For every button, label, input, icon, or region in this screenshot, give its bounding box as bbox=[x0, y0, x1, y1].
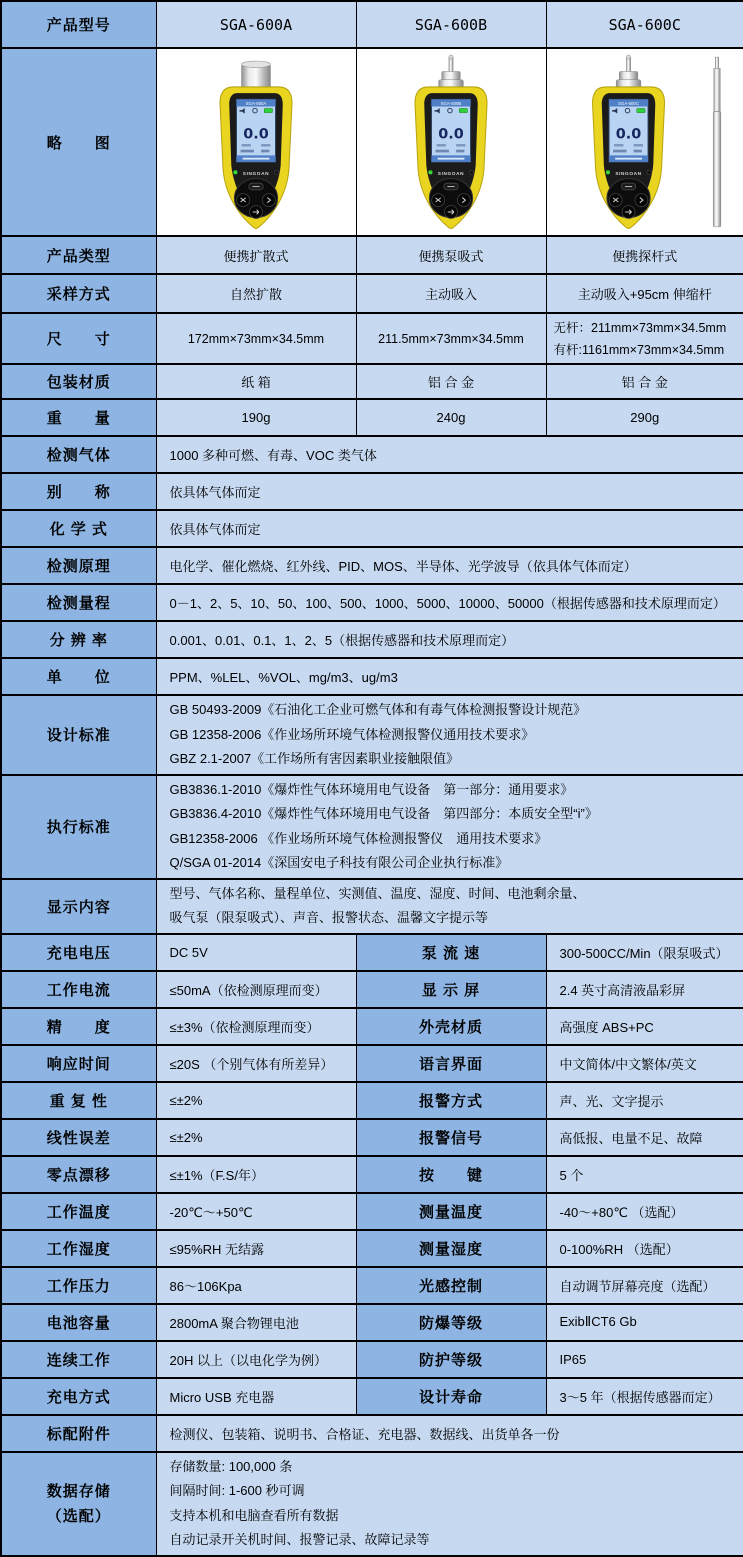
execution-standard-line: GB3836.1-2010《爆炸性气体环境用电气设备 第一部分：通用要求》 bbox=[169, 781, 574, 797]
spec-label-accuracy: 精 度 bbox=[1, 1008, 156, 1045]
design-standard-row bbox=[1, 695, 743, 775]
dimensions-c-line2: 有杆:1161mm×73mm×34.5mm bbox=[553, 342, 725, 357]
spec-label-alarm-signal: 报警信号 bbox=[356, 1119, 546, 1156]
data-storage-row bbox=[1, 1452, 743, 1556]
product-image-sga-600c bbox=[548, 54, 743, 231]
spec-value-zero-drift: ≤±1%（F.S/年） bbox=[156, 1156, 356, 1193]
spec-value-protection-grade: IP65 bbox=[546, 1341, 743, 1378]
paired-row-charging-voltage bbox=[1, 934, 743, 971]
paired-row-battery-capacity bbox=[1, 1304, 743, 1341]
spec-value-weight-b: 240g bbox=[356, 399, 546, 436]
sketch-cell-c bbox=[546, 48, 743, 236]
weight-row bbox=[1, 399, 743, 436]
paired-row-working-temperature bbox=[1, 1193, 743, 1230]
svg-text:SINGOAN: SINGOAN bbox=[615, 171, 642, 177]
paired-row-working-humidity bbox=[1, 1230, 743, 1267]
spec-label-weight: 重 量 bbox=[1, 399, 156, 436]
spec-label-repeatability: 重 复 性 bbox=[1, 1082, 156, 1119]
spec-value-measuring-humidity: 0-100%RH （选配） bbox=[546, 1230, 743, 1267]
spec-label-design-standard: 设计标准 bbox=[1, 695, 156, 775]
spec-value-shell-material: 高强度 ABS+PC bbox=[546, 1008, 743, 1045]
spec-value-detection-principle: 电化学、催化燃烧、红外线、PID、MOS、半导体、光学波导（依具体气体而定） bbox=[156, 547, 743, 584]
spec-value-pump-flow-rate: 300-500CC/Min（限泵吸式） bbox=[546, 934, 743, 971]
spec-label-data-storage bbox=[1, 1452, 156, 1556]
unit-row bbox=[1, 658, 743, 695]
svg-text:0.0: 0.0 bbox=[243, 125, 269, 142]
spec-label-working-pressure: 工作压力 bbox=[1, 1267, 156, 1304]
spec-value-buttons: 5 个 bbox=[546, 1156, 743, 1193]
spec-value-explosion-proof-grade: ExibⅡCT6 Gb bbox=[546, 1304, 743, 1341]
spec-value-working-temperature: -20℃～+50℃ bbox=[156, 1193, 356, 1230]
spec-label-display-screen: 显 示 屏 bbox=[356, 971, 546, 1008]
spec-value-alias: 依具体气体而定 bbox=[156, 473, 743, 510]
spec-label-working-humidity: 工作湿度 bbox=[1, 1230, 156, 1267]
sketch-row bbox=[1, 48, 743, 236]
spec-value-charging-voltage: DC 5V bbox=[156, 934, 356, 971]
svg-text:SGA-600C: SGA-600C bbox=[617, 100, 639, 106]
dimensions-row bbox=[1, 313, 743, 364]
spec-value-response-time: ≤20S （个别气体有所差异） bbox=[156, 1045, 356, 1082]
svg-text:SINGOAN: SINGOAN bbox=[437, 171, 465, 177]
sketch-cell-b bbox=[356, 48, 546, 236]
spec-label-detected-gas: 检测气体 bbox=[1, 436, 156, 473]
paired-row-accuracy bbox=[1, 1008, 743, 1045]
spec-value-chemical-formula: 依具体气体而定 bbox=[156, 510, 743, 547]
spec-label-linearity-error: 线性误差 bbox=[1, 1119, 156, 1156]
data-storage-line: 存储数量: 100,000 条 bbox=[169, 1458, 293, 1474]
spec-value-resolution: 0.001、0.01、0.1、1、2、5（根据传感器和技术原理而定） bbox=[156, 621, 743, 658]
spec-value-working-current: ≤50mA（依检测原理而变） bbox=[156, 971, 356, 1008]
svg-text:0.0: 0.0 bbox=[615, 125, 642, 142]
spec-label-battery-capacity: 电池容量 bbox=[1, 1304, 156, 1341]
detection-principle-row bbox=[1, 547, 743, 584]
data-storage-label-line2: （选配） bbox=[46, 1507, 111, 1525]
design-standard-line: GBZ 2.1-2007《工作场所有害因素职业接触限值》 bbox=[169, 751, 460, 766]
spec-value-sampling-b: 主动吸入 bbox=[356, 274, 546, 313]
execution-standard-line: GB3836.4-2010《爆炸性气体环境用电气设备 第四部分：本质安全型“i”》 bbox=[169, 806, 598, 821]
spec-label-resolution: 分 辨 率 bbox=[1, 621, 156, 658]
data-storage-line: 支持本机和电脑查看所有数据 bbox=[169, 1507, 339, 1523]
spec-value-execution-standard bbox=[156, 775, 743, 879]
paired-row-repeatability bbox=[1, 1082, 743, 1119]
spec-value-design-life: 3～5 年（根据传感器而定） bbox=[546, 1378, 743, 1415]
display-content-line: 型号、气体名称、量程单位、实测值、温度、湿度、时间、电池剩余量、 bbox=[169, 885, 586, 901]
spec-label-charging-method: 充电方式 bbox=[1, 1378, 156, 1415]
model-name-a: SGA-600A bbox=[156, 1, 356, 48]
spec-value-standard-accessories: 检测仪、包装箱、说明书、合格证、充电器、数据线、出货单各一份 bbox=[156, 1415, 743, 1452]
spec-value-product-type-b: 便携泵吸式 bbox=[356, 236, 546, 274]
spec-value-working-pressure: 86～106Kpa bbox=[156, 1267, 356, 1304]
display-content-row bbox=[1, 879, 743, 934]
paired-row-charging-method bbox=[1, 1378, 743, 1415]
spec-label-shell-material: 外壳材质 bbox=[356, 1008, 546, 1045]
spec-value-packaging-c: 铝 合 金 bbox=[546, 364, 743, 399]
execution-standard-line: Q/SGA 01-2014《深国安电子科技有限公司企业执行标准》 bbox=[169, 855, 509, 870]
svg-text:SINGOAN: SINGOAN bbox=[242, 171, 270, 177]
paired-row-continuous-working bbox=[1, 1341, 743, 1378]
data-storage-label-line1: 数据存储 bbox=[46, 1482, 111, 1500]
spec-label-measuring-temperature: 测量温度 bbox=[356, 1193, 546, 1230]
data-storage-line: 间隔时间: 1-600 秒可调 bbox=[169, 1483, 305, 1498]
paired-row-linearity-error bbox=[1, 1119, 743, 1156]
spec-value-design-standard bbox=[156, 695, 743, 775]
spec-value-repeatability: ≤±2% bbox=[156, 1082, 356, 1119]
spec-label-display-content: 显示内容 bbox=[1, 879, 156, 934]
spec-value-linearity-error: ≤±2% bbox=[156, 1119, 356, 1156]
spec-value-sampling-a: 自然扩散 bbox=[156, 274, 356, 313]
spec-value-dimensions-b: 211.5mm×73mm×34.5mm bbox=[356, 313, 546, 364]
alias-row bbox=[1, 473, 743, 510]
spec-label-product-model: 产品型号 bbox=[1, 1, 156, 48]
spec-value-data-storage bbox=[156, 1452, 743, 1556]
spec-value-continuous-working: 20H 以上（以电化学为例） bbox=[156, 1341, 356, 1378]
svg-text:SGA-600A: SGA-600A bbox=[245, 100, 267, 106]
display-content-line: 吸气泵（限泵吸式）、声音、报警状态、温馨文字提示等 bbox=[169, 910, 489, 925]
spec-value-sampling-c: 主动吸入+95cm 伸缩杆 bbox=[546, 274, 743, 313]
spec-value-product-type-a: 便携扩散式 bbox=[156, 236, 356, 274]
paired-row-working-current bbox=[1, 971, 743, 1008]
paired-row-response-time bbox=[1, 1045, 743, 1082]
spec-value-packaging-b: 铝 合 金 bbox=[356, 364, 546, 399]
chemical-formula-row bbox=[1, 510, 743, 547]
spec-value-battery-capacity: 2800mA 聚合物锂电池 bbox=[156, 1304, 356, 1341]
spec-label-language-ui: 语言界面 bbox=[356, 1045, 546, 1082]
spec-value-language-ui: 中文简体/中文繁体/英文 bbox=[546, 1045, 743, 1082]
spec-label-sketch: 略 图 bbox=[1, 48, 156, 236]
accessories-row bbox=[1, 1415, 743, 1452]
spec-value-measuring-temperature: -40～+80℃ （选配） bbox=[546, 1193, 743, 1230]
design-standard-line: GB 50493-2009《石油化工企业可燃气体和有毒气体检测报警设计规范》 bbox=[169, 702, 587, 717]
model-name-c: SGA-600C bbox=[546, 1, 743, 48]
spec-label-chemical-formula: 化 学 式 bbox=[1, 510, 156, 547]
spec-label-alias: 别 称 bbox=[1, 473, 156, 510]
spec-label-explosion-proof-grade: 防爆等级 bbox=[356, 1304, 546, 1341]
spec-label-execution-standard: 执行标准 bbox=[1, 775, 156, 879]
spec-label-measuring-humidity: 测量湿度 bbox=[356, 1230, 546, 1267]
spec-label-working-temperature: 工作温度 bbox=[1, 1193, 156, 1230]
spec-value-alarm-mode: 声、光、文字提示 bbox=[546, 1082, 743, 1119]
design-standard-line: GB 12358-2006《作业场所环境气体检测报警仪通用技术要求》 bbox=[169, 726, 535, 742]
dimensions-c-line1: 无杆：211mm×73mm×34.5mm bbox=[553, 320, 727, 335]
spec-label-protection-grade: 防护等级 bbox=[356, 1341, 546, 1378]
paired-row-zero-drift bbox=[1, 1156, 743, 1193]
header-row bbox=[1, 1, 743, 48]
spec-label-continuous-working: 连续工作 bbox=[1, 1341, 156, 1378]
detection-range-row bbox=[1, 584, 743, 621]
spec-value-working-humidity: ≤95%RH 无结露 bbox=[156, 1230, 356, 1267]
detected-gas-row bbox=[1, 436, 743, 473]
spec-label-sampling-method: 采样方式 bbox=[1, 274, 156, 313]
spec-label-alarm-mode: 报警方式 bbox=[356, 1082, 546, 1119]
data-storage-line: 自动记录开关机时间、报警记录、故障记录等 bbox=[169, 1532, 430, 1547]
model-name-b: SGA-600B bbox=[356, 1, 546, 48]
spec-value-dimensions-a: 172mm×73mm×34.5mm bbox=[156, 313, 356, 364]
spec-label-unit: 单 位 bbox=[1, 658, 156, 695]
spec-value-accuracy: ≤±3%（依检测原理而变） bbox=[156, 1008, 356, 1045]
svg-text:SGA-600B: SGA-600B bbox=[440, 100, 462, 106]
resolution-row bbox=[1, 621, 743, 658]
execution-standard-line: GB12358-2006 《作业场所环境气体检测报警仪 通用技术要求》 bbox=[169, 830, 548, 846]
spec-label-working-current: 工作电流 bbox=[1, 971, 156, 1008]
spec-value-display-screen: 2.4 英寸高清液晶彩屏 bbox=[546, 971, 743, 1008]
spec-value-light-sensing-control: 自动调节屏幕亮度（选配） bbox=[546, 1267, 743, 1304]
svg-text:0.0: 0.0 bbox=[438, 125, 464, 142]
spec-value-weight-a: 190g bbox=[156, 399, 356, 436]
spec-label-response-time: 响应时间 bbox=[1, 1045, 156, 1082]
spec-label-packaging-material: 包装材质 bbox=[1, 364, 156, 399]
spec-label-standard-accessories: 标配附件 bbox=[1, 1415, 156, 1452]
spec-label-product-type: 产品类型 bbox=[1, 236, 156, 274]
sketch-cell-a bbox=[156, 48, 356, 236]
execution-standard-row bbox=[1, 775, 743, 879]
spec-value-alarm-signal: 高低报、电量不足、故障 bbox=[546, 1119, 743, 1156]
spec-value-weight-c: 290g bbox=[546, 399, 743, 436]
spec-label-dimensions: 尺 寸 bbox=[1, 313, 156, 364]
spec-value-detection-range: 0－1、2、5、10、50、100、500、1000、5000、10000、50000（根据传感器和技术原理而定） bbox=[156, 584, 743, 621]
spec-label-buttons: 按 键 bbox=[356, 1156, 546, 1193]
spec-label-design-life: 设计寿命 bbox=[356, 1378, 546, 1415]
product-image-sga-600b bbox=[358, 54, 545, 231]
spec-label-detection-range: 检测量程 bbox=[1, 584, 156, 621]
paired-row-working-pressure bbox=[1, 1267, 743, 1304]
spec-value-packaging-a: 纸 箱 bbox=[156, 364, 356, 399]
spec-value-unit: PPM、%LEL、%VOL、mg/m3、ug/m3 bbox=[156, 658, 743, 695]
spec-label-light-sensing-control: 光感控制 bbox=[356, 1267, 546, 1304]
sampling-method-row bbox=[1, 274, 743, 313]
product-image-sga-600a bbox=[158, 54, 355, 231]
spec-value-detected-gas: 1000 多种可燃、有毒、VOC 类气体 bbox=[156, 436, 743, 473]
spec-value-product-type-c: 便携探杆式 bbox=[546, 236, 743, 274]
product-type-row bbox=[1, 236, 743, 274]
spec-value-display-content bbox=[156, 879, 743, 934]
spec-label-charging-voltage: 充电电压 bbox=[1, 934, 156, 971]
spec-value-charging-method: Micro USB 充电器 bbox=[156, 1378, 356, 1415]
spec-label-zero-drift: 零点漂移 bbox=[1, 1156, 156, 1193]
spec-label-detection-principle: 检测原理 bbox=[1, 547, 156, 584]
spec-label-pump-flow-rate: 泵 流 速 bbox=[356, 934, 546, 971]
spec-value-dimensions-c bbox=[546, 313, 743, 364]
packaging-material-row bbox=[1, 364, 743, 399]
